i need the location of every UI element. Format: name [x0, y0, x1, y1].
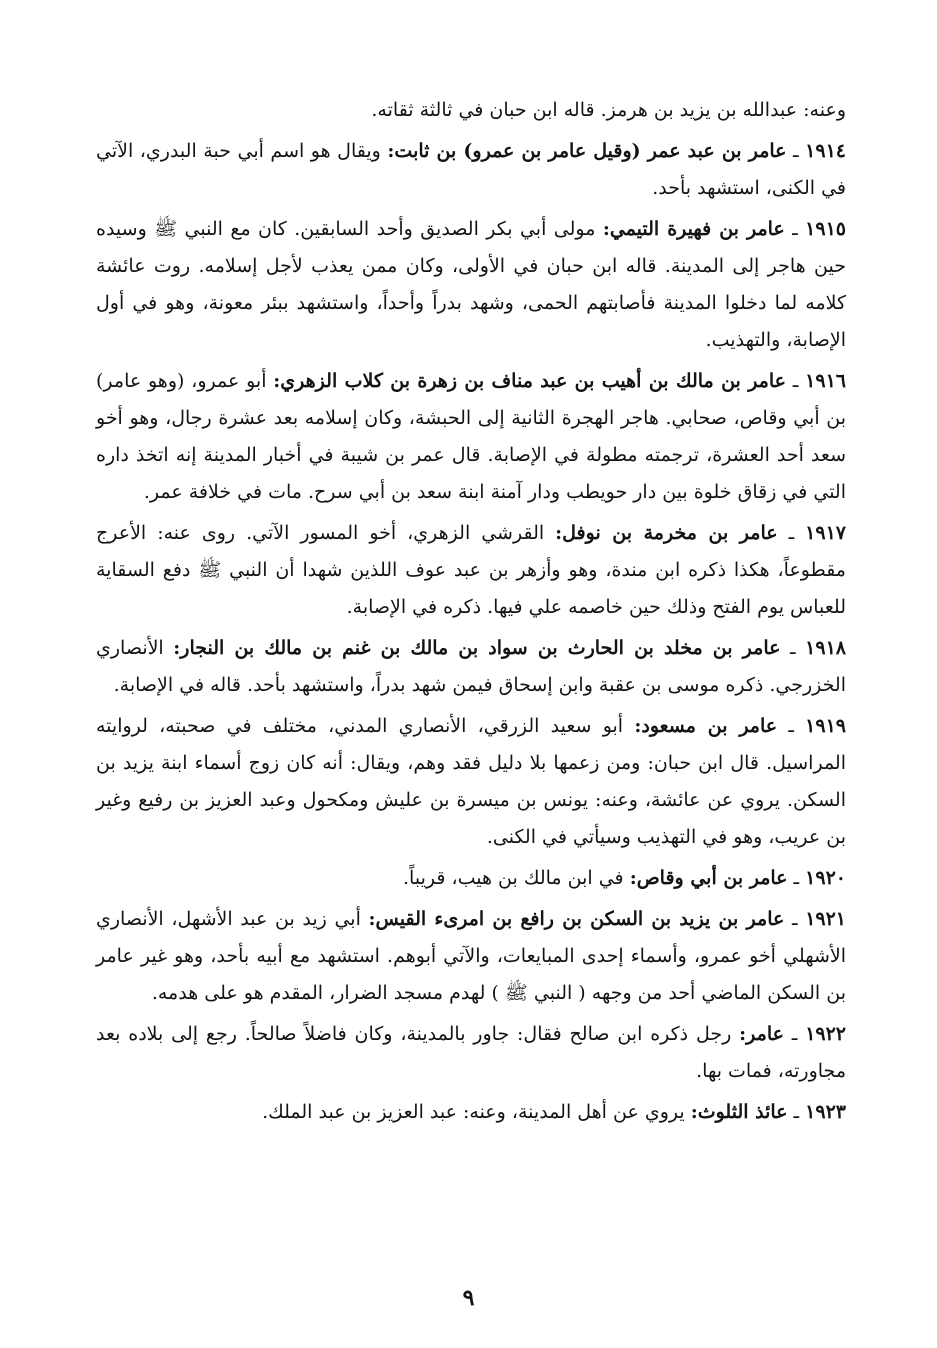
entry-text: ويقال هو اسم أبي حبة البدري، الآتي في الكنى، استشهد بأحد.	[96, 140, 846, 199]
biography-entry-1919: ١٩١٩ ـ عامر بن مسعود: أبو سعيد الزرقي، الأنصاري المدني، مختلف في صحبته، لروايته المراسيل. قال ابن حبان: ومن زعمها بلا دليل فقد وهم، ويقال: أنه كان زوج أسماء ابنة يزيد بن السكن. يروي عن عائشة، وعنه: يونس بن ميسرة بن عليش ومكحول وعبد العزيز بن رفيع وغير بن عريب، وهو في التهذيب وسيأتي في الكنى.	[96, 715, 847, 848]
entry-text: القرشي الزهري، أخو المسور الآتي. روى عنه: الأعرج مقطوعاً، هكذا ذكره ابن مندة، وهو وأزهر بن عبد عوف اللذين شهدا أن النبي ﷺ دفع السقاية للعباس يوم الفتح وذلك حين خاصمه علي فيها. ذكره في الإصابة.	[96, 522, 846, 618]
entry-number: ١٩١٧	[805, 522, 846, 544]
entry-number: ١٩١٥	[805, 218, 846, 240]
biography-entry-1922: ١٩٢٢ ـ عامر: رجل ذكره ابن صالح فقال: جاور بالمدينة، وكان فاضلاً صالحاً. رجع إلى بلاده بعد مجاورته، فمات بها.	[96, 1023, 847, 1082]
biography-entry-1918: ١٩١٨ ـ عامر بن مخلد بن الحارث بن سواد بن مالك بن غنم بن مالك بن النجار: الأنصاري الخزرجي. ذكره موسى بن عقبة وابن إسحاق فيمن شهد بدراً، واستشهد بأحد. قاله في الإصابة.	[96, 637, 846, 696]
entry-name: عامر بن يزيد بن السكن بن رافع بن امرىء القيس:	[368, 908, 785, 930]
entry-text: يروي عن أهل المدينة، وعنه: عبد العزيز بن عبد الملك.	[262, 1101, 685, 1123]
entry-text: أبو عمرو، (وهو عامر) بن أبي وقاص، صحابي. هاجر الهجرة الثانية إلى الحبشة، وكان إسلامه بعد عشرة رجال، وهو أخو سعد أحد العشرة، ترجمته مطولة في الإصابة. قال عمر بن شيبة في أخبار المدينة إنه اتخذ داره التي في زقاق خلوة بين دار حويطب ودار آمنة ابنة سعد بن أبي سرح. مات في خلافة عمر.	[96, 370, 846, 503]
biography-entry-1923: ١٩٢٣ ـ عائذ الثلوث: يروي عن أهل المدينة، وعنه: عبد العزيز بن عبد الملك.	[262, 1101, 846, 1123]
entry-number: ١٩٢٣	[805, 1101, 846, 1123]
page-body	[96, 92, 846, 1135]
entry-name: عامر بن مالك بن أهيب بن عبد مناف بن زهرة بن كلاب الزهري:	[273, 370, 786, 392]
biography-entry-1916: ١٩١٦ ـ عامر بن مالك بن أهيب بن عبد مناف بن زهرة بن كلاب الزهري: أبو عمرو، (وهو عامر) بن أبي وقاص، صحابي. هاجر الهجرة الثانية إلى الحبشة، وكان إسلامه بعد عشرة رجال، وهو أخو سعد أحد العشرة، ترجمته مطولة في الإصابة. قال عمر بن شيبة في أخبار المدينة إنه اتخذ داره التي في زقاق خلوة بين دار حويطب ودار آمنة ابنة سعد بن أبي سرح. مات في خلافة عمر.	[96, 370, 846, 503]
entry-number: ١٩٢٠	[805, 867, 846, 889]
entry-number: ١٩١٤	[805, 140, 846, 162]
biography-entry-1921: ١٩٢١ ـ عامر بن يزيد بن السكن بن رافع بن امرىء القيس: أبي زيد بن عبد الأشهل، الأنصاري الأشهلي أخو عمرو، وأسماء إحدى المبايعات، والآتي أبوهم. استشهد مع أبيه بأحد، وهو غير عامر بن السكن الماضي أحد من وجهه ( النبي ﷺ ) لهدم مسجد الضرار، المقدم هو على هدمه.	[96, 908, 847, 1004]
biography-entry-1914: ١٩١٤ ـ عامر بن عبد عمر (وقيل عامر بن عمرو) بن ثابت: ويقال هو اسم أبي حبة البدري، الآتي في الكنى، استشهد بأحد.	[96, 140, 846, 199]
entry-text: أبي زيد بن عبد الأشهل، الأنصاري الأشهلي أخو عمرو، وأسماء إحدى المبايعات، والآتي أبوهم. استشهد مع أبيه بأحد، وهو غير عامر بن السكن الماضي أحد من وجهه ( النبي ﷺ ) لهدم مسجد الضرار، المقدم هو على هدمه.	[96, 908, 846, 1004]
entry-text: مولى أبي بكر الصديق وأحد السابقين. كان مع النبي ﷺ وسيده حين هاجر إلى المدينة. قاله ابن حبان في الأولى، وكان ممن يعذب لأجل إسلامه. روت عائشة كلامه لما دخلوا المدينة فأصابتهم الحمى، وشهد بدراً وأحداً، واستشهد ببئر معونة، وهو في أول الإصابة، والتهذيب.	[96, 218, 846, 351]
entry-name: عامر بن فهيرة التيمي:	[602, 218, 785, 240]
entry-number: ١٩٢١	[805, 908, 847, 930]
entry-name: عامر بن مسعود:	[634, 715, 778, 737]
entry-number: ١٩١٨	[805, 637, 846, 659]
intro-line: وعنه: عبدالله بن يزيد بن هرمز. قاله ابن حبان في ثالثة ثقاته.	[371, 99, 846, 121]
entry-text: في ابن مالك بن هيب، قريباً.	[403, 867, 624, 889]
entry-text: رجل ذكره ابن صالح فقال: جاور بالمدينة، وكان فاضلاً صالحاً. رجع إلى بلاده بعد مجاورته، فمات بها.	[96, 1023, 846, 1082]
entry-number: ١٩١٩	[805, 715, 846, 737]
entry-name: عامر بن مخلد بن الحارث بن سواد بن مالك بن غنم بن مالك بن النجار:	[173, 637, 781, 659]
entry-name: عامر بن أبي وقاص:	[629, 867, 788, 889]
biography-entry-1915: ١٩١٥ ـ عامر بن فهيرة التيمي: مولى أبي بكر الصديق وأحد السابقين. كان مع النبي ﷺ وسيده حين هاجر إلى المدينة. قاله ابن حبان في الأولى، وكان ممن يعذب لأجل إسلامه. روت عائشة كلامه لما دخلوا المدينة فأصابتهم الحمى، وشهد بدراً وأحداً، واستشهد ببئر معونة، وهو في أول الإصابة، والتهذيب.	[96, 218, 846, 351]
biography-entry-1917: ١٩١٧ ـ عامر بن مخرمة بن نوفل: القرشي الزهري، أخو المسور الآتي. روى عنه: الأعرج مقطوعاً، هكذا ذكره ابن مندة، وهو وأزهر بن عبد عوف اللذين شهدا أن النبي ﷺ دفع السقاية للعباس يوم الفتح وذلك حين خاصمه علي فيها. ذكره في الإصابة.	[96, 522, 846, 618]
entry-number: ١٩٢٢	[805, 1023, 847, 1045]
entry-name: عامر:	[739, 1023, 784, 1045]
entry-name: عامر بن عبد عمر (وقيل عامر بن عمرو) بن ثابت:	[387, 140, 787, 162]
biography-entry-1920: ١٩٢٠ ـ عامر بن أبي وقاص: في ابن مالك بن هيب، قريباً.	[403, 867, 846, 889]
entry-name: عائذ الثلوث:	[690, 1101, 788, 1123]
entry-number: ١٩١٦	[805, 370, 846, 392]
entry-text: الأنصاري الخزرجي. ذكره موسى بن عقبة وابن إسحاق فيمن شهد بدراً، واستشهد بأحد. قاله في الإصابة.	[96, 637, 846, 696]
entry-name: عامر بن مخرمة بن نوفل:	[555, 522, 778, 544]
entry-text: أبو سعيد الزرقي، الأنصاري المدني، مختلف في صحبته، لروايته المراسيل. قال ابن حبان: ومن زعمها بلا دليل فقد وهم، ويقال: أنه كان زوج أسماء ابنة يزيد بن السكن. يروي عن عائشة، وعنه: يونس بن ميسرة بن عليش ومكحول وعبد العزيز بن رفيع وغير بن عريب، وهو في التهذيب وسيأتي في الكنى.	[96, 715, 847, 848]
page-number: ٩	[462, 1285, 475, 1311]
